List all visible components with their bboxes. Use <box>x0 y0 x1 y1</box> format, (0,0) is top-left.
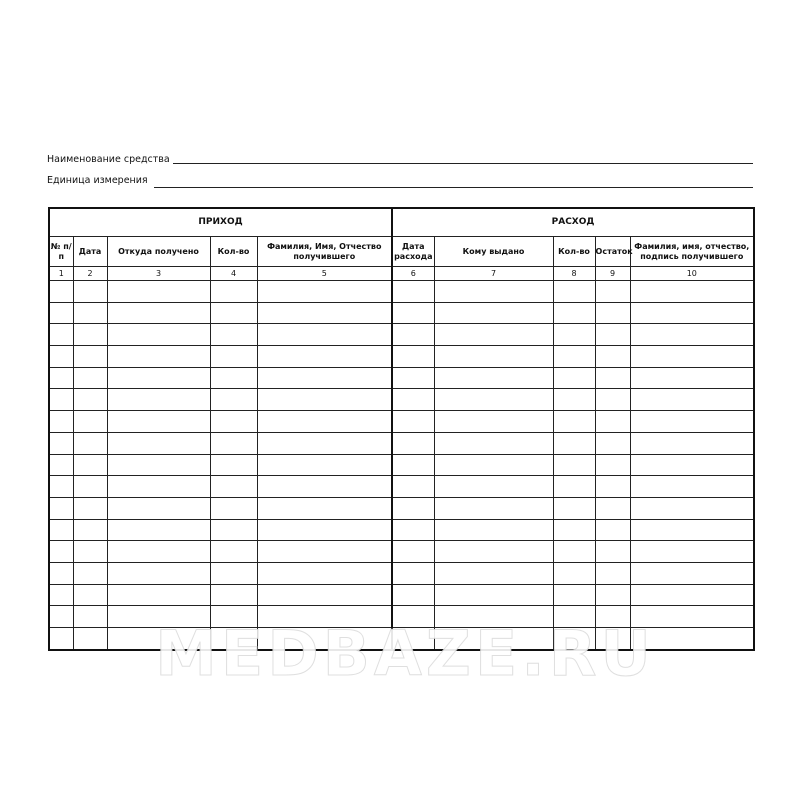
table-cell[interactable] <box>553 324 595 346</box>
table-cell[interactable] <box>49 541 73 563</box>
table-cell[interactable] <box>434 324 553 346</box>
table-cell[interactable] <box>210 584 257 606</box>
table-row <box>49 302 754 324</box>
column-number-2: 2 <box>73 267 107 281</box>
table-cell[interactable] <box>257 584 392 606</box>
column-header-9: Остаток <box>595 237 630 267</box>
table-cell[interactable] <box>257 411 392 433</box>
table-cell[interactable] <box>553 281 595 303</box>
table-cell[interactable] <box>630 584 754 606</box>
table-cell[interactable] <box>49 281 73 303</box>
table-cell[interactable] <box>392 389 434 411</box>
table-row <box>49 541 754 563</box>
table-row <box>49 584 754 606</box>
table-cell[interactable] <box>257 432 392 454</box>
table-cell[interactable] <box>630 389 754 411</box>
table-cell[interactable] <box>553 432 595 454</box>
table-cell[interactable] <box>553 476 595 498</box>
table-cell[interactable] <box>49 454 73 476</box>
table-cell[interactable] <box>434 454 553 476</box>
table-cell[interactable] <box>257 497 392 519</box>
table-cell[interactable] <box>107 476 210 498</box>
table-cell[interactable] <box>210 519 257 541</box>
table-cell[interactable] <box>553 346 595 368</box>
table-cell[interactable] <box>107 497 210 519</box>
table-cell[interactable] <box>392 367 434 389</box>
table-row <box>49 281 754 303</box>
table-cell[interactable] <box>107 389 210 411</box>
table-cell[interactable] <box>595 367 630 389</box>
table-cell[interactable] <box>392 541 434 563</box>
table-cell[interactable] <box>630 432 754 454</box>
table-cell[interactable] <box>434 519 553 541</box>
table-cell[interactable] <box>595 541 630 563</box>
table-cell[interactable] <box>595 324 630 346</box>
table-cell[interactable] <box>630 476 754 498</box>
table-cell[interactable] <box>392 584 434 606</box>
table-cell[interactable] <box>630 367 754 389</box>
table-cell[interactable] <box>73 411 107 433</box>
table-cell[interactable] <box>553 584 595 606</box>
table-cell[interactable] <box>392 454 434 476</box>
table-cell[interactable] <box>392 519 434 541</box>
table-cell[interactable] <box>210 432 257 454</box>
table-cell[interactable] <box>73 324 107 346</box>
table-cell[interactable] <box>392 497 434 519</box>
table-cell[interactable] <box>73 541 107 563</box>
column-header-4: Кол-во <box>210 237 257 267</box>
table-cell[interactable] <box>630 281 754 303</box>
section-expense: РАСХОД <box>392 208 754 237</box>
table-cell[interactable] <box>392 432 434 454</box>
table-cell[interactable] <box>49 302 73 324</box>
table-cell[interactable] <box>210 324 257 346</box>
table-cell[interactable] <box>73 476 107 498</box>
table-cell[interactable] <box>595 584 630 606</box>
table-cell[interactable] <box>107 411 210 433</box>
table-cell[interactable] <box>257 519 392 541</box>
table-cell[interactable] <box>73 367 107 389</box>
table-cell[interactable] <box>434 584 553 606</box>
table-cell[interactable] <box>73 432 107 454</box>
table-cell[interactable] <box>434 367 553 389</box>
table-row <box>49 562 754 584</box>
table-row <box>49 497 754 519</box>
column-header-7: Кому выдано <box>434 237 553 267</box>
table-cell[interactable] <box>49 432 73 454</box>
table-cell[interactable] <box>257 346 392 368</box>
table-cell[interactable] <box>434 541 553 563</box>
table-cell[interactable] <box>257 476 392 498</box>
table-cell[interactable] <box>595 562 630 584</box>
table-cell[interactable] <box>553 454 595 476</box>
field-name-line[interactable] <box>173 163 753 164</box>
table-cell[interactable] <box>595 346 630 368</box>
table-cell[interactable] <box>73 562 107 584</box>
column-number-5: 5 <box>257 267 392 281</box>
table-cell[interactable] <box>210 346 257 368</box>
field-unit-line[interactable] <box>154 187 753 188</box>
table-cell[interactable] <box>107 562 210 584</box>
column-number-10: 10 <box>630 267 754 281</box>
table-cell[interactable] <box>595 519 630 541</box>
table-cell[interactable] <box>553 562 595 584</box>
table-cell[interactable] <box>49 628 73 650</box>
table-cell[interactable] <box>257 281 392 303</box>
table-cell[interactable] <box>595 281 630 303</box>
table-cell[interactable] <box>434 302 553 324</box>
table-cell[interactable] <box>49 606 73 628</box>
table-row <box>49 432 754 454</box>
table-cell[interactable] <box>630 541 754 563</box>
column-header-5: Фамилия, Имя, Отчество получившего <box>257 237 392 267</box>
table-cell[interactable] <box>107 302 210 324</box>
watermark-text: MEDBAZE.RU <box>155 617 655 690</box>
table-cell[interactable] <box>73 389 107 411</box>
table-cell[interactable] <box>49 497 73 519</box>
table-cell[interactable] <box>595 497 630 519</box>
table-cell[interactable] <box>210 411 257 433</box>
table-cell[interactable] <box>49 562 73 584</box>
table-cell[interactable] <box>553 302 595 324</box>
table-cell[interactable] <box>434 497 553 519</box>
table-cell[interactable] <box>434 389 553 411</box>
table-cell[interactable] <box>434 411 553 433</box>
table-row <box>49 476 754 498</box>
table-cell[interactable] <box>107 541 210 563</box>
table-cell[interactable] <box>257 454 392 476</box>
table-row <box>49 389 754 411</box>
table-cell[interactable] <box>210 367 257 389</box>
table-cell[interactable] <box>595 476 630 498</box>
table-cell[interactable] <box>73 302 107 324</box>
table-cell[interactable] <box>595 302 630 324</box>
table-cell[interactable] <box>73 281 107 303</box>
table-cell[interactable] <box>630 519 754 541</box>
table-cell[interactable] <box>107 432 210 454</box>
table-cell[interactable] <box>107 584 210 606</box>
table-cell[interactable] <box>73 519 107 541</box>
column-header-2: Дата <box>73 237 107 267</box>
table-cell[interactable] <box>434 281 553 303</box>
table-cell[interactable] <box>392 562 434 584</box>
table-cell[interactable] <box>553 497 595 519</box>
column-number-8: 8 <box>553 267 595 281</box>
table-cell[interactable] <box>434 346 553 368</box>
table-cell[interactable] <box>630 411 754 433</box>
table-cell[interactable] <box>257 541 392 563</box>
field-unit-label: Единица измерения <box>47 175 148 186</box>
table-row <box>49 411 754 433</box>
table-cell[interactable] <box>49 584 73 606</box>
table-cell[interactable] <box>392 476 434 498</box>
table-cell[interactable] <box>392 346 434 368</box>
section-income: ПРИХОД <box>49 208 392 237</box>
table-cell[interactable] <box>210 497 257 519</box>
table-cell[interactable] <box>553 367 595 389</box>
table-row <box>49 519 754 541</box>
table-cell[interactable] <box>434 476 553 498</box>
table-cell[interactable] <box>595 432 630 454</box>
table-cell[interactable] <box>392 324 434 346</box>
table-cell[interactable] <box>553 389 595 411</box>
table-cell[interactable] <box>553 541 595 563</box>
table-cell[interactable] <box>553 411 595 433</box>
table-cell[interactable] <box>553 519 595 541</box>
column-header-1: № п/п <box>49 237 73 267</box>
journal-table <box>48 207 755 651</box>
table-cell[interactable] <box>49 324 73 346</box>
table-row <box>49 346 754 368</box>
column-number-6: 6 <box>392 267 434 281</box>
table-cell[interactable] <box>73 497 107 519</box>
table-cell[interactable] <box>49 476 73 498</box>
table-cell[interactable] <box>630 302 754 324</box>
table-cell[interactable] <box>257 302 392 324</box>
table-cell[interactable] <box>107 454 210 476</box>
table-cell[interactable] <box>107 346 210 368</box>
column-number-1: 1 <box>49 267 73 281</box>
table-cell[interactable] <box>107 324 210 346</box>
table-cell[interactable] <box>49 519 73 541</box>
table-row <box>49 454 754 476</box>
table-row <box>49 367 754 389</box>
table-cell[interactable] <box>257 389 392 411</box>
column-number-7: 7 <box>434 267 553 281</box>
table-cell[interactable] <box>257 562 392 584</box>
table-cell[interactable] <box>49 367 73 389</box>
table-cell[interactable] <box>434 562 553 584</box>
column-number-9: 9 <box>595 267 630 281</box>
table-cell[interactable] <box>630 324 754 346</box>
table-cell[interactable] <box>107 281 210 303</box>
field-name-label: Наименование средства <box>47 154 170 165</box>
table-cell[interactable] <box>49 389 73 411</box>
column-number-3: 3 <box>107 267 210 281</box>
column-header-6: Дата расхода <box>392 237 434 267</box>
table-cell[interactable] <box>392 302 434 324</box>
table-cell[interactable] <box>107 367 210 389</box>
column-number-4: 4 <box>210 267 257 281</box>
column-header-8: Кол-во <box>553 237 595 267</box>
table-cell[interactable] <box>49 411 73 433</box>
table-cell[interactable] <box>107 519 210 541</box>
table-cell[interactable] <box>73 628 107 650</box>
table-cell[interactable] <box>210 454 257 476</box>
column-header-3: Откуда получено <box>107 237 210 267</box>
table-row <box>49 324 754 346</box>
table-cell[interactable] <box>257 367 392 389</box>
table-cell[interactable] <box>630 346 754 368</box>
table-cell[interactable] <box>630 562 754 584</box>
table-cell[interactable] <box>73 584 107 606</box>
table-cell[interactable] <box>630 497 754 519</box>
table-cell[interactable] <box>210 541 257 563</box>
table-cell[interactable] <box>73 346 107 368</box>
table-cell[interactable] <box>73 606 107 628</box>
table-cell[interactable] <box>630 454 754 476</box>
table-cell[interactable] <box>49 346 73 368</box>
table-cell[interactable] <box>210 476 257 498</box>
table-cell[interactable] <box>210 302 257 324</box>
table-cell[interactable] <box>210 389 257 411</box>
table-cell[interactable] <box>392 281 434 303</box>
table-cell[interactable] <box>595 389 630 411</box>
table-cell[interactable] <box>595 411 630 433</box>
table-cell[interactable] <box>257 324 392 346</box>
table-cell[interactable] <box>392 411 434 433</box>
table-cell[interactable] <box>595 454 630 476</box>
column-header-10: Фамилия, имя, отчество, подпись получившего <box>630 237 754 267</box>
table-cell[interactable] <box>210 281 257 303</box>
table-cell[interactable] <box>210 562 257 584</box>
table-cell[interactable] <box>434 432 553 454</box>
table-cell[interactable] <box>73 454 107 476</box>
